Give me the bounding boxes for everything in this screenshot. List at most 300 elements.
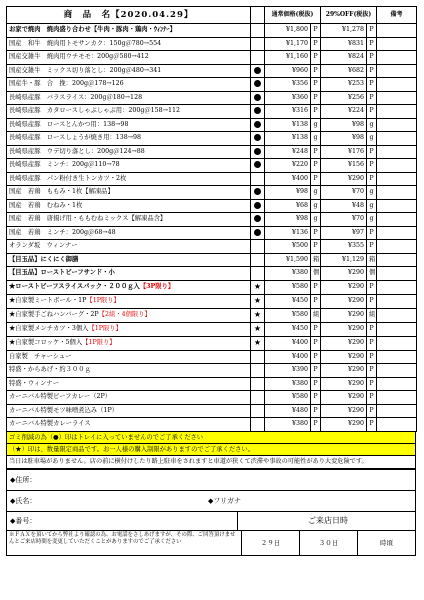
- product-name: [7, 364, 251, 378]
- product-name-text: カーニバル特製モツ味噌煮込み（1P）: [9, 406, 118, 414]
- sale-price: ¥176: [321, 145, 367, 159]
- product-name-text: 【目玉品】にくにく御膳: [9, 255, 79, 263]
- product-name-text: 国産交雑牛 焼肉用ウチモモ：200g＠580→412: [9, 53, 149, 61]
- remarks-cell[interactable]: [377, 336, 417, 350]
- sale-price: ¥831: [321, 37, 367, 51]
- product-table: [6, 6, 417, 432]
- remarks-cell[interactable]: [377, 418, 417, 432]
- product-name-text: 国産 和牛 焼肉用トモサンカク：150g＠780→554: [9, 39, 162, 47]
- sale-price: ¥256: [321, 91, 367, 105]
- mark-cell: [251, 172, 265, 186]
- mark-cell: [251, 267, 265, 281]
- table-row: [7, 132, 417, 146]
- sale-unit: P: [367, 280, 377, 294]
- regular-price: ¥580: [265, 391, 311, 405]
- mark-cell: [251, 51, 265, 65]
- limited-mark: [251, 336, 265, 350]
- sale-unit: 箱: [367, 253, 377, 267]
- sale-unit: P: [367, 294, 377, 308]
- table-row: [7, 336, 417, 350]
- name-row[interactable]: [7, 491, 415, 512]
- regular-price: ¥1,800: [265, 24, 311, 38]
- sale-price: ¥97: [321, 226, 367, 240]
- regular-price: ¥580: [265, 308, 311, 322]
- product-name: [7, 377, 251, 391]
- sale-price: ¥70: [321, 186, 367, 200]
- sale-unit: P: [367, 404, 377, 418]
- visit-row: [7, 531, 415, 555]
- limit-note: 【1P限り】: [88, 325, 122, 332]
- product-name-text: 国産 若鶏 唐揚げ用・ももむねミックス【解凍品含】: [9, 215, 167, 223]
- table-row: [7, 51, 417, 65]
- remarks-cell[interactable]: [377, 364, 417, 378]
- sale-price: ¥224: [321, 105, 367, 119]
- phone-label: ◆番号：: [7, 512, 238, 530]
- no-tray-mark: [251, 145, 265, 159]
- visit-title: ご来店日時: [308, 516, 348, 525]
- no-tray-mark: [251, 159, 265, 173]
- visit-time[interactable]: 時頃: [380, 539, 393, 547]
- dot-icon: [254, 229, 261, 236]
- header-product-name: 商 品 名【2020.04.29】: [7, 7, 251, 24]
- remarks-cell[interactable]: [377, 64, 417, 78]
- table-row: [7, 24, 417, 38]
- address-row[interactable]: [7, 470, 415, 491]
- sale-unit: P: [367, 391, 377, 405]
- remarks-cell[interactable]: [377, 105, 417, 119]
- product-name: [7, 91, 251, 105]
- regular-price: ¥400: [265, 350, 311, 364]
- table-row: [7, 418, 417, 432]
- product-name: [7, 64, 251, 78]
- product-name-text: ★自家製コロッケ・5個入: [9, 339, 83, 346]
- product-name: [7, 391, 251, 405]
- regular-unit: P: [311, 377, 321, 391]
- sale-unit: P: [367, 145, 377, 159]
- product-name: [7, 24, 251, 38]
- product-name-text: ★自家製メンチカツ・3個入: [9, 325, 89, 332]
- dot-icon: [254, 121, 261, 128]
- product-name-text: 特盛・ウィンナー: [9, 379, 59, 387]
- no-tray-mark: [251, 91, 265, 105]
- sale-unit: g: [367, 186, 377, 200]
- product-name-text: 長崎県産豚 パン粉付き生トンカツ・2枚: [9, 174, 127, 182]
- notes: [6, 432, 416, 470]
- sale-price: ¥290: [321, 308, 367, 322]
- regular-unit: P: [311, 280, 321, 294]
- regular-unit: P: [311, 145, 321, 159]
- sale-unit: 組: [367, 308, 377, 322]
- remarks-cell[interactable]: [377, 51, 417, 65]
- product-name: [7, 213, 251, 227]
- limited-mark: [251, 280, 265, 294]
- header-remarks: 備考: [377, 7, 417, 24]
- star-icon: ★: [253, 323, 262, 333]
- product-name-text: 【目玉品】ローストビーフサンド・小: [9, 269, 115, 277]
- table-row: [7, 350, 417, 364]
- sale-unit: P: [367, 418, 377, 432]
- sale-price: ¥290: [321, 391, 367, 405]
- star-icon: ★: [253, 295, 262, 305]
- table-header: [7, 7, 417, 24]
- regular-price: ¥1,590: [265, 253, 311, 267]
- sale-price: ¥290: [321, 322, 367, 336]
- regular-unit: P: [311, 226, 321, 240]
- regular-unit: P: [311, 78, 321, 92]
- dot-icon: [254, 188, 261, 195]
- sale-unit: P: [367, 51, 377, 65]
- remarks-cell[interactable]: [377, 172, 417, 186]
- table-row: [7, 280, 417, 294]
- no-tray-mark: [251, 132, 265, 146]
- regular-price: ¥380: [265, 377, 311, 391]
- product-name-text: ★ローストビーフスライスパック・２００ｇ入: [9, 283, 140, 290]
- parking-note: 当日は駐車場がありません。店の前に横付けしたり路上駐車をされますと車道が狭くて渋滞や事故の可能性があり大変危険です。: [7, 456, 415, 469]
- product-name: [7, 322, 251, 336]
- mark-cell: [251, 364, 265, 378]
- remarks-cell[interactable]: [377, 267, 417, 281]
- product-name-text: 特盛・からあげ・約３００ｇ: [9, 366, 91, 374]
- product-name: [7, 132, 251, 146]
- sale-unit: P: [367, 78, 377, 92]
- sale-price: ¥98: [321, 118, 367, 132]
- regular-unit: 組: [311, 308, 321, 322]
- table-row: [7, 404, 417, 418]
- remarks-cell[interactable]: [377, 145, 417, 159]
- table-row: [7, 308, 417, 322]
- sale-price: ¥290: [321, 294, 367, 308]
- product-name-text: 長崎県産豚 ミンチ：200g＠110→78: [9, 161, 120, 169]
- regular-price: ¥580: [265, 280, 311, 294]
- table-row: [7, 391, 417, 405]
- limit-note: 【3P限り】: [139, 283, 175, 290]
- product-name: [7, 267, 251, 281]
- product-name-text: ★自家製ミートボール・1P: [9, 297, 87, 304]
- product-name-text: 自家製 チャーシュー: [9, 352, 72, 360]
- sale-unit: P: [367, 336, 377, 350]
- product-name-text: 長崎県産豚 バラスライス：200g＠180→128: [9, 93, 143, 101]
- product-name: [7, 186, 251, 200]
- regular-price: ¥316: [265, 105, 311, 119]
- no-tray-mark: [251, 105, 265, 119]
- table-row: [7, 118, 417, 132]
- limit-note: 【1P限り】: [86, 297, 120, 304]
- table-row: [7, 105, 417, 119]
- remarks-cell[interactable]: [377, 186, 417, 200]
- table-row: [7, 172, 417, 186]
- regular-unit: P: [311, 37, 321, 51]
- regular-price: ¥360: [265, 91, 311, 105]
- sale-price: ¥1,129: [321, 253, 367, 267]
- remarks-cell[interactable]: [377, 118, 417, 132]
- regular-price: ¥136: [265, 226, 311, 240]
- table-row: [7, 226, 417, 240]
- sale-unit: P: [367, 105, 377, 119]
- mark-cell: [251, 240, 265, 254]
- mark-cell: [251, 350, 265, 364]
- sale-price: ¥98: [321, 132, 367, 146]
- table-row: [7, 294, 417, 308]
- regular-price: ¥450: [265, 322, 311, 336]
- product-name-text: 国産牛・豚 合 挽：200g＠178→126: [9, 80, 124, 88]
- product-name-text: 長崎県産豚 ロースしょうが焼き用：138→98: [9, 134, 142, 142]
- sale-price: ¥290: [321, 404, 367, 418]
- sale-unit: P: [367, 322, 377, 336]
- regular-unit: P: [311, 159, 321, 173]
- sale-unit: 個: [367, 267, 377, 281]
- sale-unit: g: [367, 118, 377, 132]
- regular-price: ¥220: [265, 159, 311, 173]
- sale-price: ¥682: [321, 64, 367, 78]
- regular-unit: P: [311, 336, 321, 350]
- sale-unit: g: [367, 213, 377, 227]
- regular-price: ¥400: [265, 172, 311, 186]
- sale-price: ¥70: [321, 213, 367, 227]
- mark-cell: [251, 24, 265, 38]
- regular-unit: P: [311, 294, 321, 308]
- dot-icon: [254, 67, 261, 74]
- regular-price: ¥380: [265, 267, 311, 281]
- sale-unit: P: [367, 240, 377, 254]
- regular-unit: P: [311, 51, 321, 65]
- product-name: [7, 105, 251, 119]
- table-row: [7, 91, 417, 105]
- remarks-cell[interactable]: [377, 213, 417, 227]
- product-name-text: カーニバル特製カレーライス: [9, 420, 91, 428]
- product-name: [7, 280, 251, 294]
- remarks-cell[interactable]: [377, 37, 417, 51]
- remarks-cell[interactable]: [377, 24, 417, 38]
- product-name: [7, 294, 251, 308]
- remarks-cell[interactable]: [377, 91, 417, 105]
- product-name-text: 長崎県産豚 ロースとんかつ用：138→98: [9, 120, 129, 128]
- star-icon: ★: [253, 337, 262, 347]
- mark-cell: [251, 404, 265, 418]
- dot-icon: [254, 215, 261, 222]
- product-name: [7, 37, 251, 51]
- product-name-text: 国産交雑牛 ミックス切り落とし：200g＠480→341: [9, 66, 162, 74]
- regular-unit: P: [311, 240, 321, 254]
- mark-cell: [251, 418, 265, 432]
- dot-icon: [254, 161, 261, 168]
- sale-price: ¥48: [321, 199, 367, 213]
- sale-unit: P: [367, 226, 377, 240]
- product-name: [7, 159, 251, 173]
- regular-unit: P: [311, 91, 321, 105]
- remarks-cell[interactable]: [377, 280, 417, 294]
- regular-price: ¥356: [265, 78, 311, 92]
- sale-price: ¥290: [321, 364, 367, 378]
- table-row: [7, 145, 417, 159]
- sale-unit: P: [367, 159, 377, 173]
- sale-price: ¥1,278: [321, 24, 367, 38]
- sale-unit: P: [367, 64, 377, 78]
- remarks-cell[interactable]: [377, 294, 417, 308]
- product-name-text: オランダ坂 ウィンナー: [9, 242, 78, 250]
- limited-mark: [251, 308, 265, 322]
- name-label: ◆氏名：: [10, 496, 37, 505]
- regular-unit: P: [311, 64, 321, 78]
- sale-unit: P: [367, 350, 377, 364]
- mark-cell: [251, 377, 265, 391]
- table-row: [7, 253, 417, 267]
- regular-unit: g: [311, 199, 321, 213]
- product-name-text: お家で焼肉 焼肉盛り合わせ【牛肉・豚肉・鶏肉・ｳｨﾝﾅｰ】: [9, 26, 176, 34]
- remarks-cell[interactable]: [377, 199, 417, 213]
- sale-unit: P: [367, 377, 377, 391]
- sale-price: ¥290: [321, 172, 367, 186]
- dot-icon: [254, 202, 261, 209]
- remarks-cell[interactable]: [377, 78, 417, 92]
- product-name: [7, 145, 251, 159]
- regular-price: ¥380: [265, 418, 311, 432]
- sale-unit: g: [367, 132, 377, 146]
- remarks-cell[interactable]: [377, 350, 417, 364]
- sale-price: ¥290: [321, 418, 367, 432]
- regular-unit: P: [311, 418, 321, 432]
- table-row: [7, 364, 417, 378]
- no-tray-mark: [251, 78, 265, 92]
- regular-price: ¥500: [265, 240, 311, 254]
- table-row: [7, 213, 417, 227]
- order-sheet: [6, 6, 416, 556]
- mark-cell: [251, 391, 265, 405]
- regular-price: ¥98: [265, 186, 311, 200]
- remarks-cell[interactable]: [377, 391, 417, 405]
- sale-price: ¥290: [321, 267, 367, 281]
- product-name-text: 長崎県産豚 ウデ切り落とし：200g＠124→88: [9, 147, 145, 155]
- sale-price: ¥290: [321, 350, 367, 364]
- product-name-text: 長崎県産豚 カタロースしゃぶしゃぶ用：200g＠158→112: [9, 107, 180, 115]
- dot-icon: [254, 134, 261, 141]
- table-row: [7, 240, 417, 254]
- product-name-text: 国産 若鶏 むねみ・1枚: [9, 201, 83, 209]
- product-name: [7, 172, 251, 186]
- product-name: [7, 253, 251, 267]
- product-name-text: ★自家製手ごねハンバーグ・2P: [9, 311, 99, 318]
- regular-price: ¥138: [265, 132, 311, 146]
- remarks-cell[interactable]: [377, 226, 417, 240]
- regular-price: ¥98: [265, 213, 311, 227]
- sale-price: ¥253: [321, 78, 367, 92]
- regular-price: ¥138: [265, 118, 311, 132]
- phone-row[interactable]: [7, 512, 415, 531]
- sale-price: ¥355: [321, 240, 367, 254]
- regular-unit: P: [311, 172, 321, 186]
- product-name-text: 国産 若鶏 ミンチ：200g＠68→48: [9, 228, 116, 236]
- day-29[interactable]: ２９日: [242, 531, 300, 555]
- regular-price: ¥450: [265, 294, 311, 308]
- remarks-cell[interactable]: [377, 322, 417, 336]
- regular-price: ¥400: [265, 336, 311, 350]
- no-tray-mark: [251, 64, 265, 78]
- remarks-cell[interactable]: [377, 159, 417, 173]
- remarks-cell[interactable]: [377, 253, 417, 267]
- dot-icon: [254, 80, 261, 87]
- regular-unit: P: [311, 105, 321, 119]
- remarks-cell[interactable]: [377, 240, 417, 254]
- product-name: [7, 418, 251, 432]
- product-name-text: 国産 若鶏 ももみ・1枚【解凍品】: [9, 188, 114, 196]
- regular-price: ¥390: [265, 364, 311, 378]
- sale-price: ¥290: [321, 336, 367, 350]
- no-tray-mark: [251, 186, 265, 200]
- regular-price: ¥248: [265, 145, 311, 159]
- product-name: [7, 336, 251, 350]
- no-tray-mark: [251, 118, 265, 132]
- remarks-cell[interactable]: [377, 308, 417, 322]
- product-name: [7, 404, 251, 418]
- sale-unit: P: [367, 24, 377, 38]
- regular-unit: P: [311, 404, 321, 418]
- star-icon: ★: [253, 309, 262, 319]
- sale-unit: P: [367, 37, 377, 51]
- table-row: [7, 78, 417, 92]
- product-name: [7, 51, 251, 65]
- regular-price: ¥960: [265, 64, 311, 78]
- regular-unit: P: [311, 322, 321, 336]
- regular-price: ¥480: [265, 404, 311, 418]
- header-regular-price: 通常価格(税抜): [265, 7, 321, 24]
- product-name: [7, 199, 251, 213]
- mark-cell: [251, 253, 265, 267]
- sale-unit: g: [367, 199, 377, 213]
- sale-price: ¥824: [321, 51, 367, 65]
- product-name: [7, 240, 251, 254]
- table-row: [7, 199, 417, 213]
- fax-message: ※ＦＡＸを頂いてから弊社より確認の為、お電話をさしあげますが、その際、ご回答頂けませんとご来店時間を変更していただくことがありますのでご了承ください: [7, 531, 242, 555]
- remarks-cell[interactable]: [377, 404, 417, 418]
- product-name: [7, 308, 251, 322]
- regular-unit: g: [311, 118, 321, 132]
- remarks-cell[interactable]: [377, 132, 417, 146]
- sale-unit: P: [367, 364, 377, 378]
- regular-price: ¥1,160: [265, 51, 311, 65]
- no-tray-mark: [251, 213, 265, 227]
- product-name: [7, 226, 251, 240]
- product-name-text: カーニバル特製ビーフカレー（2P）: [9, 393, 112, 401]
- table-row: [7, 186, 417, 200]
- dot-icon: [254, 94, 261, 101]
- remarks-cell[interactable]: [377, 377, 417, 391]
- limited-mark: [251, 294, 265, 308]
- mark-cell: [251, 37, 265, 51]
- sale-unit: P: [367, 91, 377, 105]
- table-row: [7, 377, 417, 391]
- regular-unit: P: [311, 350, 321, 364]
- product-name: [7, 78, 251, 92]
- day-30[interactable]: ３０日: [300, 531, 358, 555]
- no-tray-mark: [251, 199, 265, 213]
- product-name: [7, 350, 251, 364]
- sale-unit: P: [367, 172, 377, 186]
- regular-unit: P: [311, 391, 321, 405]
- regular-unit: g: [311, 213, 321, 227]
- tray-note: ゴミ削減の為（●）印はトレイに入っていませんのでご了承ください: [7, 432, 415, 444]
- product-name: [7, 118, 251, 132]
- regular-unit: 個: [311, 267, 321, 281]
- customer-form: [6, 470, 416, 556]
- limited-note: （★）印は、数量限定商品です。お一人様の購入制限がありますのでご了承ください。: [7, 444, 415, 456]
- sale-price: ¥290: [321, 280, 367, 294]
- table-row: [7, 64, 417, 78]
- header-discount: 29%OFF(税抜): [321, 7, 377, 24]
- table-row: [7, 322, 417, 336]
- regular-unit: P: [311, 24, 321, 38]
- star-icon: ★: [253, 281, 262, 291]
- regular-unit: g: [311, 186, 321, 200]
- regular-price: ¥1,170: [265, 37, 311, 51]
